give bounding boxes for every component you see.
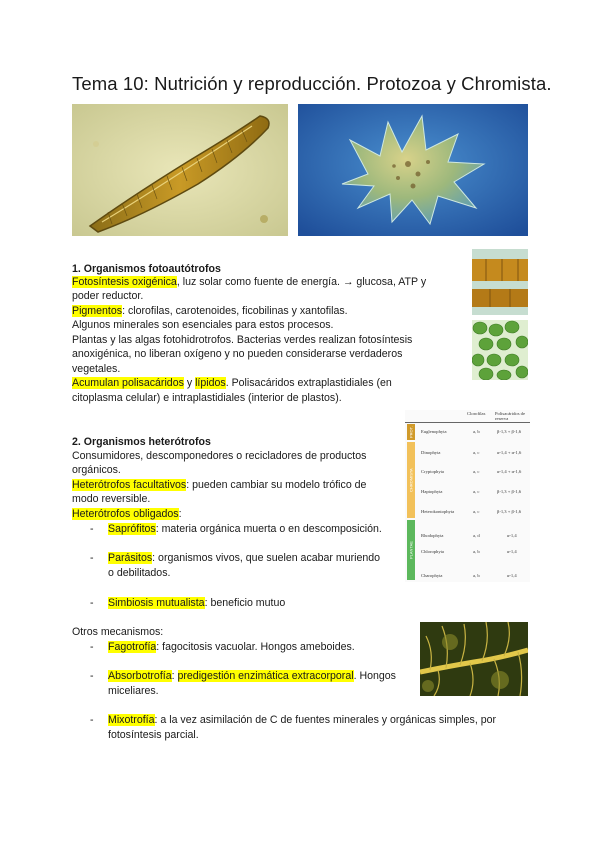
page-title: Tema 10: Nutrición y reproducción. Protozoa y Chromista. (72, 73, 552, 94)
section1-heading: 1. Organismos fotoautótrofos (72, 263, 221, 275)
table-row-c1: a, c (473, 509, 480, 514)
section1-line4: Algunos minerales son esenciales para estos procesos. (72, 319, 334, 331)
table-row-c2: α-1,4 (507, 533, 517, 538)
bullet-marker: - (90, 714, 94, 726)
section1-line8: Acumulan polisacáridos y lípidos. Polisacáridos extraplastidiales (en (72, 377, 392, 389)
fungus-mycelium-image (420, 622, 528, 696)
bullet-marker: - (90, 597, 94, 609)
bullet-simbiosis: Simbiosis mutualista: beneficio mutuo (108, 597, 286, 609)
green-algae-image (472, 320, 528, 380)
table-row-c1: a, b (473, 573, 480, 578)
section1-line9: citoplasma celular) e intraplastidiales (interior de plastos). (72, 392, 342, 404)
bullet-mixotrofia: Mixotrofía: a la vez asimilación de C de fuentes minerales y orgánicas simples, por (108, 714, 497, 726)
bullet-absorbotrofia: Absorbotrofía: predigestión enzimática extracorporal. Hongos (108, 670, 396, 682)
table-row-name: Dinophyta (421, 450, 441, 455)
section2-line1: Consumidores, descomponedores o recicladores de productos (72, 450, 367, 462)
bullet-marker: - (90, 670, 94, 682)
bullet-marker: - (90, 641, 94, 653)
table-row-c1: a, d (473, 533, 480, 538)
section1-line1: Fotosíntesis oxigénica, luz solar como fuente de energía. → glucosa, ATP y (72, 276, 427, 288)
pigments-table (405, 410, 530, 582)
table-row-c2: β-1,3 + β-1,6 (497, 429, 522, 434)
table-row-name: Rhodophyta (421, 533, 444, 538)
band-chromista: CHROMISTA (407, 442, 415, 518)
section1-line7: vegetales. (72, 363, 121, 375)
section2-line3: Heterótrofos facultativos: pueden cambiar su modelo trófico de (72, 479, 367, 491)
table-row-c2: β-1,3 + β-1,6 (497, 489, 522, 494)
section2-line5: Heterótrofos obligados: (72, 508, 182, 520)
section1-line6: anoxigénica, no liberan oxígeno y no pueden considerarse verdaderos (72, 348, 403, 360)
table-row-c1: a, c (473, 450, 480, 455)
section2-line4: modo reversible. (72, 493, 151, 505)
bullet-fagotrofia: Fagotrofía: fagocitosis vacuolar. Hongos ameboides. (108, 641, 355, 653)
table-col2-header: Polisacáridos de reserva (495, 411, 525, 421)
table-row-c2: α-1,4 (507, 573, 517, 578)
table-row-name: Charophyta (421, 573, 443, 578)
table-row-c2: α-1,4 + α-1,6 (497, 450, 522, 455)
section2-heading: 2. Organismos heterótrofos (72, 436, 211, 448)
table-row-c1: a, c (473, 489, 480, 494)
table-row-c1: a, b (473, 549, 480, 554)
bullet-marker: - (90, 552, 94, 564)
table-row-name: Cryptophyta (421, 469, 444, 474)
table-col1-header: Clorofilas (467, 411, 486, 416)
bullet-parasitos: Parásitos: organismos vivos, que suelen acabar muriendo (108, 552, 381, 564)
table-row-name: Heterokontophyta (421, 509, 455, 514)
section2-line2: orgánicos. (72, 464, 121, 476)
section1-line3: Pigmentos: clorofilas, carotenoides, ficobilinas y xantofilas. (72, 305, 348, 317)
bullet-saprofitos: Saprófitos: materia orgánica muerta o en descomposición. (108, 523, 382, 535)
diatom-image (72, 104, 288, 236)
other-mechanisms-intro: Otros mecanismos: (72, 626, 164, 638)
band-plantae: PLANTAE (407, 520, 415, 580)
band-prot: PROT. (407, 424, 415, 440)
table-row-c1: a, b (473, 429, 480, 434)
bullet-marker: - (90, 523, 94, 535)
table-row-c2: β-1,3 + β-1,6 (497, 509, 522, 514)
table-row-name: Chlorophyta (421, 549, 444, 554)
table-row-c1: a, c (473, 469, 480, 474)
section1-line2: poder reductor. (72, 290, 144, 302)
section1-line5: Plantas y las algas fotohidrotrofos. Bacterias verdes realizan fotosíntesis (72, 334, 413, 346)
table-row-c2: α-1,4 (507, 549, 517, 554)
bullet-mixotrofia-cont: fotosíntesis parcial. (108, 729, 199, 741)
filamentous-algae-image (472, 249, 528, 315)
table-row-name: Haptophyta (421, 489, 443, 494)
table-row-name: Euglenophyta (421, 429, 447, 434)
amoeba-image (298, 104, 528, 236)
bullet-parasitos-cont: o debilitados. (108, 567, 171, 579)
table-row-c2: α-1,4 + α-1,6 (497, 469, 522, 474)
bullet-absorbotrofia-cont: miceliares. (108, 685, 159, 697)
